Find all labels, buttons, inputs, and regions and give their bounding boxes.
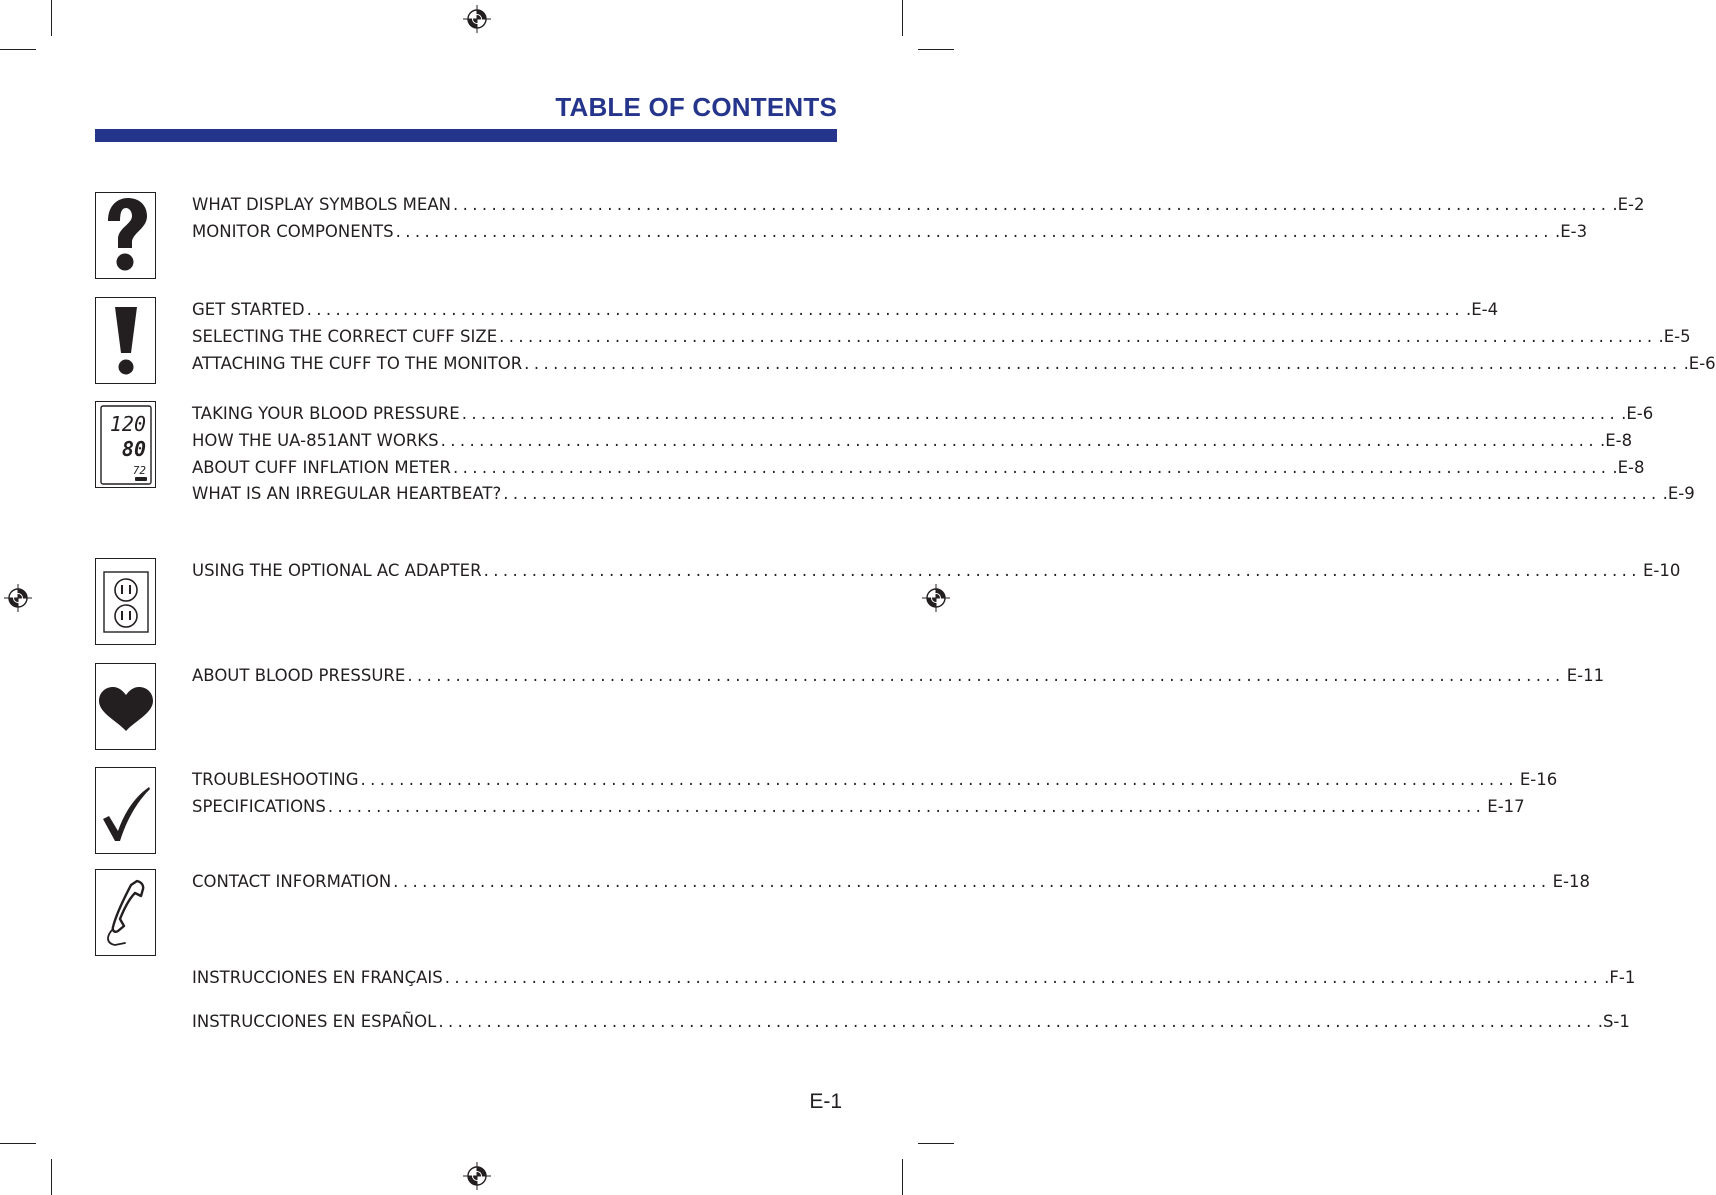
toc-entry[interactable]: [192, 561, 1681, 585]
toc-entry[interactable]: [192, 484, 1695, 508]
toc-entry-page: .E-8: [1599, 431, 1633, 450]
toc-entry[interactable]: [192, 300, 1499, 324]
toc-entry-label: CONTACT INFORMATION: [192, 872, 392, 891]
registration-mark-icon: [463, 1162, 491, 1190]
checkmark-icon-box: [95, 767, 156, 854]
registration-mark-icon: [463, 5, 491, 33]
display-readout-icon-box: [95, 401, 156, 488]
toc-entry-label: SPECIFICATIONS: [192, 797, 326, 816]
toc-entry-page: .E-6: [1683, 354, 1716, 373]
exclamation-icon: [106, 301, 146, 381]
toc-entry-label: WHAT IS AN IRREGULAR HEARTBEAT?: [192, 484, 502, 503]
crop-mark: [51, 0, 52, 36]
exclamation-icon-box: [95, 297, 156, 384]
toc-entry-page: E-16: [1519, 770, 1558, 789]
question-mark-icon-box: [95, 192, 156, 279]
toc-entry-label: TROUBLESHOOTING: [192, 770, 359, 789]
toc-entry-label: GET STARTED: [192, 300, 305, 319]
telephone-icon-box: [95, 869, 156, 956]
toc-entry-page: .E-4: [1465, 300, 1499, 319]
crop-mark: [902, 1159, 903, 1195]
dot-leader: ........................................................................................................................: [524, 354, 1682, 373]
crop-mark: [918, 49, 954, 50]
power-outlet-icon-box: [95, 558, 156, 645]
page-number: E-1: [809, 1090, 842, 1113]
toc-entry-label: ABOUT CUFF INFLATION METER: [192, 458, 451, 477]
dot-leader: ........................................................................................................................: [395, 222, 1553, 241]
dot-leader: ........................................................................................................................: [499, 327, 1657, 346]
registration-mark-icon: [922, 584, 950, 612]
toc-entry[interactable]: [192, 1012, 1630, 1036]
crop-mark: [0, 1143, 36, 1144]
dot-leader: ........................................................................................................................: [438, 1012, 1596, 1031]
toc-entry-page: .S-1: [1597, 1012, 1630, 1031]
toc-entry-label: INSTRUCCIONES EN FRANÇAIS: [192, 968, 443, 987]
power-outlet-icon: [97, 560, 155, 644]
dot-leader: ........................................................................................................................: [440, 431, 1598, 450]
heart-icon-box: [95, 663, 156, 750]
toc-entry-label: USING THE OPTIONAL AC ADAPTER: [192, 561, 482, 580]
dot-leader: ........................................................................................................................: [306, 300, 1464, 319]
toc-entry-page: .E-2: [1612, 195, 1645, 214]
toc-entry[interactable]: [192, 222, 1588, 246]
checkmark-icon: [97, 769, 155, 853]
toc-entry-label: ATTACHING THE CUFF TO THE MONITOR: [192, 354, 523, 373]
dot-leader: ........................................................................................................................: [483, 561, 1641, 580]
toc-entry[interactable]: [192, 666, 1605, 690]
toc-entry-page: .E-3: [1554, 222, 1588, 241]
toc-entry-page: .E-6: [1621, 404, 1654, 423]
dot-leader: ........................................................................................................................: [461, 404, 1620, 423]
crop-mark: [902, 0, 903, 36]
dot-leader: ........................................................................................................................: [452, 195, 1611, 214]
telephone-icon: [97, 871, 155, 955]
toc-entry[interactable]: [192, 354, 1716, 378]
dot-leader: ........................................................................................................................: [444, 968, 1603, 987]
registration-mark-icon: [4, 584, 32, 612]
question-mark-icon: [101, 196, 151, 276]
toc-entry-label: ABOUT BLOOD PRESSURE: [192, 666, 406, 685]
toc-entry[interactable]: [192, 195, 1645, 219]
crop-mark: [0, 49, 36, 50]
display-systolic: 120: [109, 411, 146, 436]
toc-entry-page: E-17: [1487, 797, 1525, 816]
toc-entry[interactable]: [192, 431, 1633, 455]
toc-entry[interactable]: [192, 968, 1636, 992]
toc-entry[interactable]: [192, 797, 1525, 821]
title-rule: [95, 129, 837, 142]
toc-entry-label: SELECTING THE CORRECT CUFF SIZE: [192, 327, 498, 346]
toc-entry-page: .F-1: [1604, 968, 1636, 987]
toc-entry-page: .E-9: [1662, 484, 1695, 503]
toc-entry-label: MONITOR COMPONENTS: [192, 222, 394, 241]
toc-entry[interactable]: [192, 327, 1691, 351]
toc-entry-label: TAKING YOUR BLOOD PRESSURE: [192, 404, 460, 423]
display-readout-icon: [97, 403, 155, 487]
toc-entry[interactable]: [192, 458, 1645, 482]
dot-leader: ........................................................................................................................: [360, 770, 1518, 789]
crop-mark: [51, 1159, 52, 1195]
dot-leader: ........................................................................................................................: [327, 797, 1486, 816]
toc-entry-label: INSTRUCCIONES EN ESPAÑOL: [192, 1012, 437, 1031]
toc-entry-label: WHAT DISPLAY SYMBOLS MEAN: [192, 195, 451, 214]
toc-entry-page: E-10: [1642, 561, 1681, 580]
toc-entry[interactable]: [192, 872, 1590, 896]
toc-entry-page: .E-8: [1612, 458, 1645, 477]
heart-icon: [97, 665, 155, 749]
dot-leader: ........................................................................................................................: [503, 484, 1661, 503]
toc-entry[interactable]: [192, 770, 1558, 794]
display-diastolic: 80: [121, 436, 146, 461]
dot-leader: ........................................................................................................................: [393, 872, 1551, 891]
toc-entry[interactable]: [192, 404, 1654, 428]
toc-entry-page: .E-5: [1658, 327, 1691, 346]
toc-entry-page: E-18: [1552, 872, 1590, 891]
dot-leader: ........................................................................................................................: [452, 458, 1611, 477]
page-title: TABLE OF CONTENTS: [555, 92, 837, 122]
display-pulse: 72: [132, 463, 146, 477]
dot-leader: ........................................................................................................................: [407, 666, 1565, 685]
toc-entry-label: HOW THE UA-851ANT WORKS: [192, 431, 439, 450]
toc-entry-page: E-11: [1566, 666, 1605, 685]
crop-mark: [918, 1143, 954, 1144]
